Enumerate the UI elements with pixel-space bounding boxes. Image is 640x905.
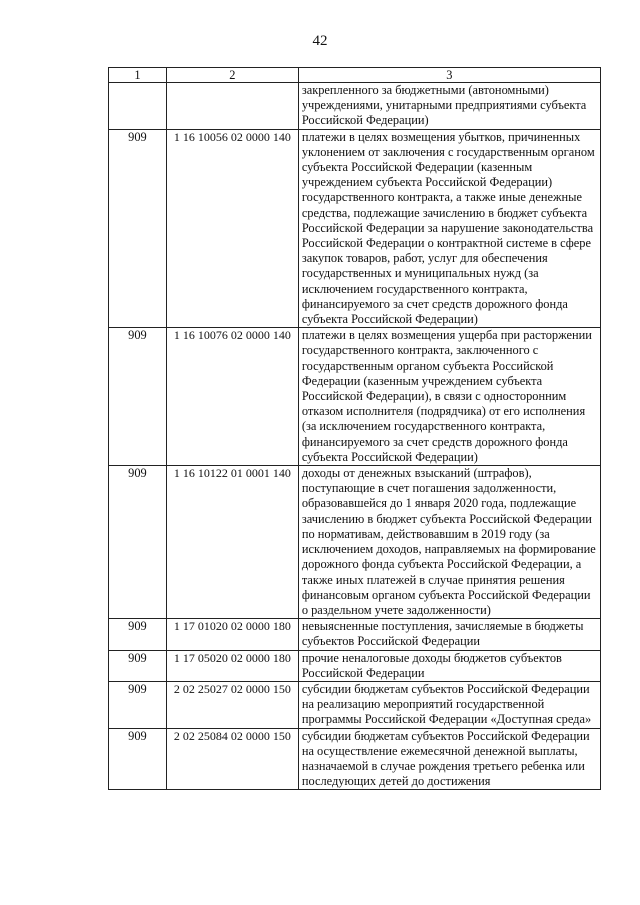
table-row xyxy=(109,681,601,728)
table-row xyxy=(109,466,601,619)
revenue-code-cell: 1 16 10122 01 0001 140 xyxy=(166,466,298,619)
admin-code-cell: 909 xyxy=(109,681,167,728)
revenue-code-cell: 2 02 25027 02 0000 150 xyxy=(166,681,298,728)
admin-code-cell: 909 xyxy=(109,650,167,681)
table-row xyxy=(109,328,601,466)
admin-code-cell: 909 xyxy=(109,728,167,790)
description-cell: платежи в целях возмещения убытков, причиненных уклонением от заключения с государственным органом субъекта Российской Федерации (казенным учреждением субъекта Российской Федерации) государственного контракта, а также иные денежные средства, подлежащие зачислению в бюджет субъекта Российской Федерации за нарушение законодательства Российской Федерации о контрактной системе в сфере закупок товаров, работ, услуг для обеспечения государственных и муниципальных нужд (за исключением государственного контракта, финансируемого за счет средств дорожного фонда субъекта Российской Федерации) xyxy=(298,129,600,328)
revenue-code-cell: 1 16 10076 02 0000 140 xyxy=(166,328,298,466)
revenue-code-cell: 1 17 05020 02 0000 180 xyxy=(166,650,298,681)
description-cell: субсидии бюджетам субъектов Российской Федерации на реализацию мероприятий государственной программы Российской Федерации «Доступная среда» xyxy=(298,681,600,728)
admin-code-cell: 909 xyxy=(109,328,167,466)
description-cell: прочие неналоговые доходы бюджетов субъектов Российской Федерации xyxy=(298,650,600,681)
revenue-code-cell: 2 02 25084 02 0000 150 xyxy=(166,728,298,790)
admin-code-cell xyxy=(109,83,167,130)
table-header-row xyxy=(109,68,601,83)
table-row xyxy=(109,619,601,650)
table-row xyxy=(109,129,601,328)
revenue-code-cell xyxy=(166,83,298,130)
budget-revenue-table xyxy=(108,67,601,790)
description-cell: невыясненные поступления, зачисляемые в бюджеты субъектов Российской Федерации xyxy=(298,619,600,650)
revenue-code-cell: 1 16 10056 02 0000 140 xyxy=(166,129,298,328)
admin-code-cell: 909 xyxy=(109,619,167,650)
description-cell: платежи в целях возмещения ущерба при расторжении государственного контракта, заключенного с государственным органом субъекта Российской Федерации (казенным учреждением субъекта Российской Федерации), в связи с односторонним отказом исполнителя (подрядчика) от его исполнения (за исключением государственного контракта, финансируемого за счет средств дорожного фонда субъекта Российской Федерации) xyxy=(298,328,600,466)
table-row xyxy=(109,650,601,681)
description-cell: субсидии бюджетам субъектов Российской Федерации на осуществление ежемесячной денежной выплаты, назначаемой в случае рождения третьего ребенка или последующих детей до достижения xyxy=(298,728,600,790)
column-header-2: 2 xyxy=(166,68,298,83)
admin-code-cell: 909 xyxy=(109,129,167,328)
admin-code-cell: 909 xyxy=(109,466,167,619)
table-row xyxy=(109,83,601,130)
revenue-code-cell: 1 17 01020 02 0000 180 xyxy=(166,619,298,650)
description-cell: доходы от денежных взысканий (штрафов), поступающие в счет погашения задолженности, образовавшейся до 1 января 2020 года, подлежащие зачислению в бюджет субъекта Российской Федерации по нормативам, действовавшим в 2019 году (за исключением доходов, направляемых на формирование дорожного фонда субъекта Российской Федерации, а также иных платежей в случае принятия решения финансовым органом субъекта Российской Федерации о раздельном учете задолженности) xyxy=(298,466,600,619)
table-row xyxy=(109,728,601,790)
description-cell: закрепленного за бюджетными (автономными) учреждениями, унитарными предприятиями субъекта Российской Федерации) xyxy=(298,83,600,130)
column-header-1: 1 xyxy=(109,68,167,83)
page-number: 42 xyxy=(312,33,328,49)
column-header-3: 3 xyxy=(298,68,600,83)
